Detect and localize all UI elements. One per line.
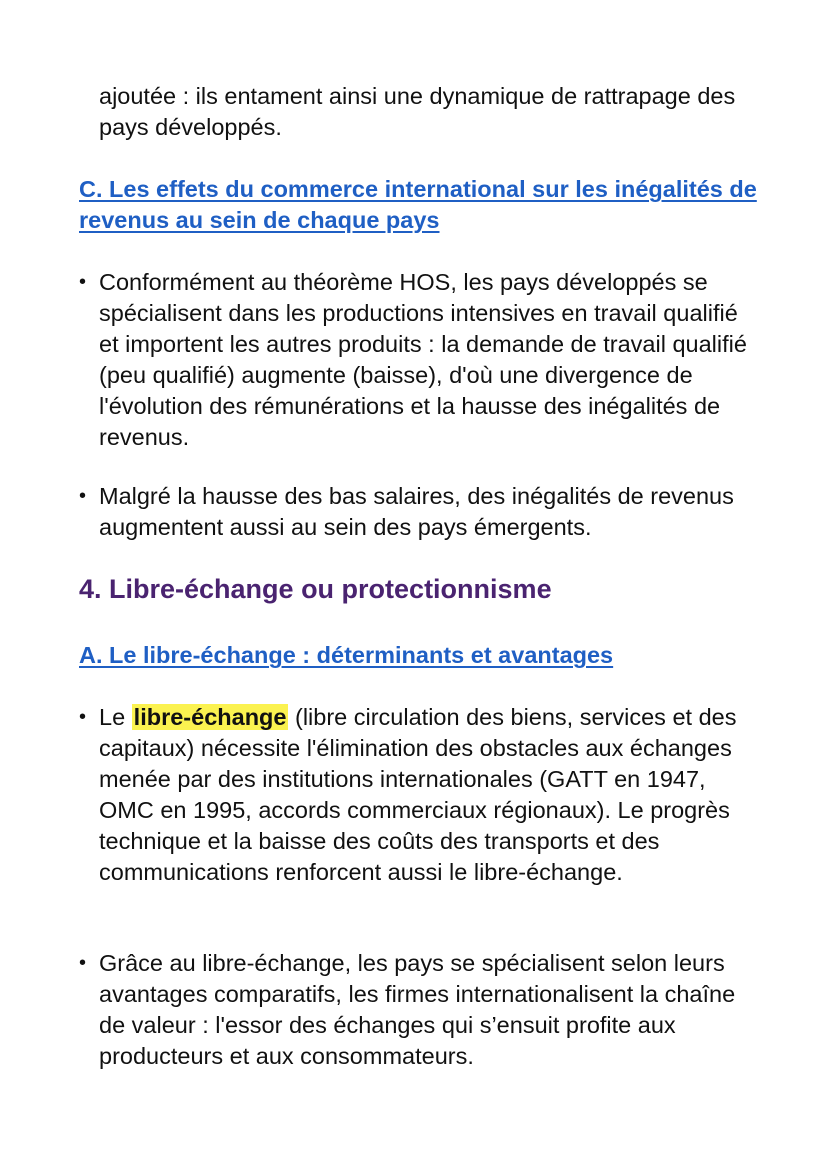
bullet-text: Conformément au théorème HOS, les pays développés se spécialisent dans les productions intensives en travail qualifié et importent les autres produits : la demande de travail qualifié (peu qualifié) augmente (baisse), d'où une divergence de l'évolution des rémunérations et la hausse des inégalités de revenus. xyxy=(99,269,747,450)
section-a-heading: A. Le libre-échange : déterminants et avantages xyxy=(79,642,614,668)
bullet-dot: • xyxy=(79,952,87,974)
bullet-text: Grâce au libre-échange, les pays se spécialisent selon leurs avantages comparatifs, les firmes internationalisent la chaîne de valeur : l'essor des échanges qui s’ensuit profite aux producteurs et aux consommateurs. xyxy=(99,950,736,1069)
intro-paragraph: ajoutée : ils entament ainsi une dynamique de rattrapage des pays développés. xyxy=(99,83,736,140)
section-c-bullet-2 xyxy=(79,481,759,543)
section-c-heading: C. Les effets du commerce international sur les inégalités de revenus au sein de chaque pays xyxy=(79,176,757,233)
highlighted-term: libre-échange xyxy=(133,704,287,730)
bullet-dot: • xyxy=(79,485,87,507)
bullet-text: Malgré la hausse des bas salaires, des inégalités de revenus augmentent aussi au sein des pays émergents. xyxy=(99,483,734,540)
bullet-dot: • xyxy=(79,271,87,293)
bullet-prefix: Le xyxy=(99,704,132,730)
section-a-bullet-1 xyxy=(79,702,759,888)
section-c-bullet-1 xyxy=(79,267,759,453)
section-a-bullet-2 xyxy=(79,948,759,1072)
section-4-heading: 4. Libre-échange ou protectionnisme xyxy=(79,574,552,604)
bullet-text xyxy=(99,702,759,888)
bullet-rest: (libre circulation des biens, services et des capitaux) nécessite l'élimination des obstacles aux échanges menée par des institutions internationales (GATT en 1947, OMC en 1995, accords commerciaux régionaux). Le progrès technique et la baisse des coûts des transports et des communications renforcent aussi le libre-échange. xyxy=(99,704,737,885)
bullet-dot: • xyxy=(79,706,87,728)
